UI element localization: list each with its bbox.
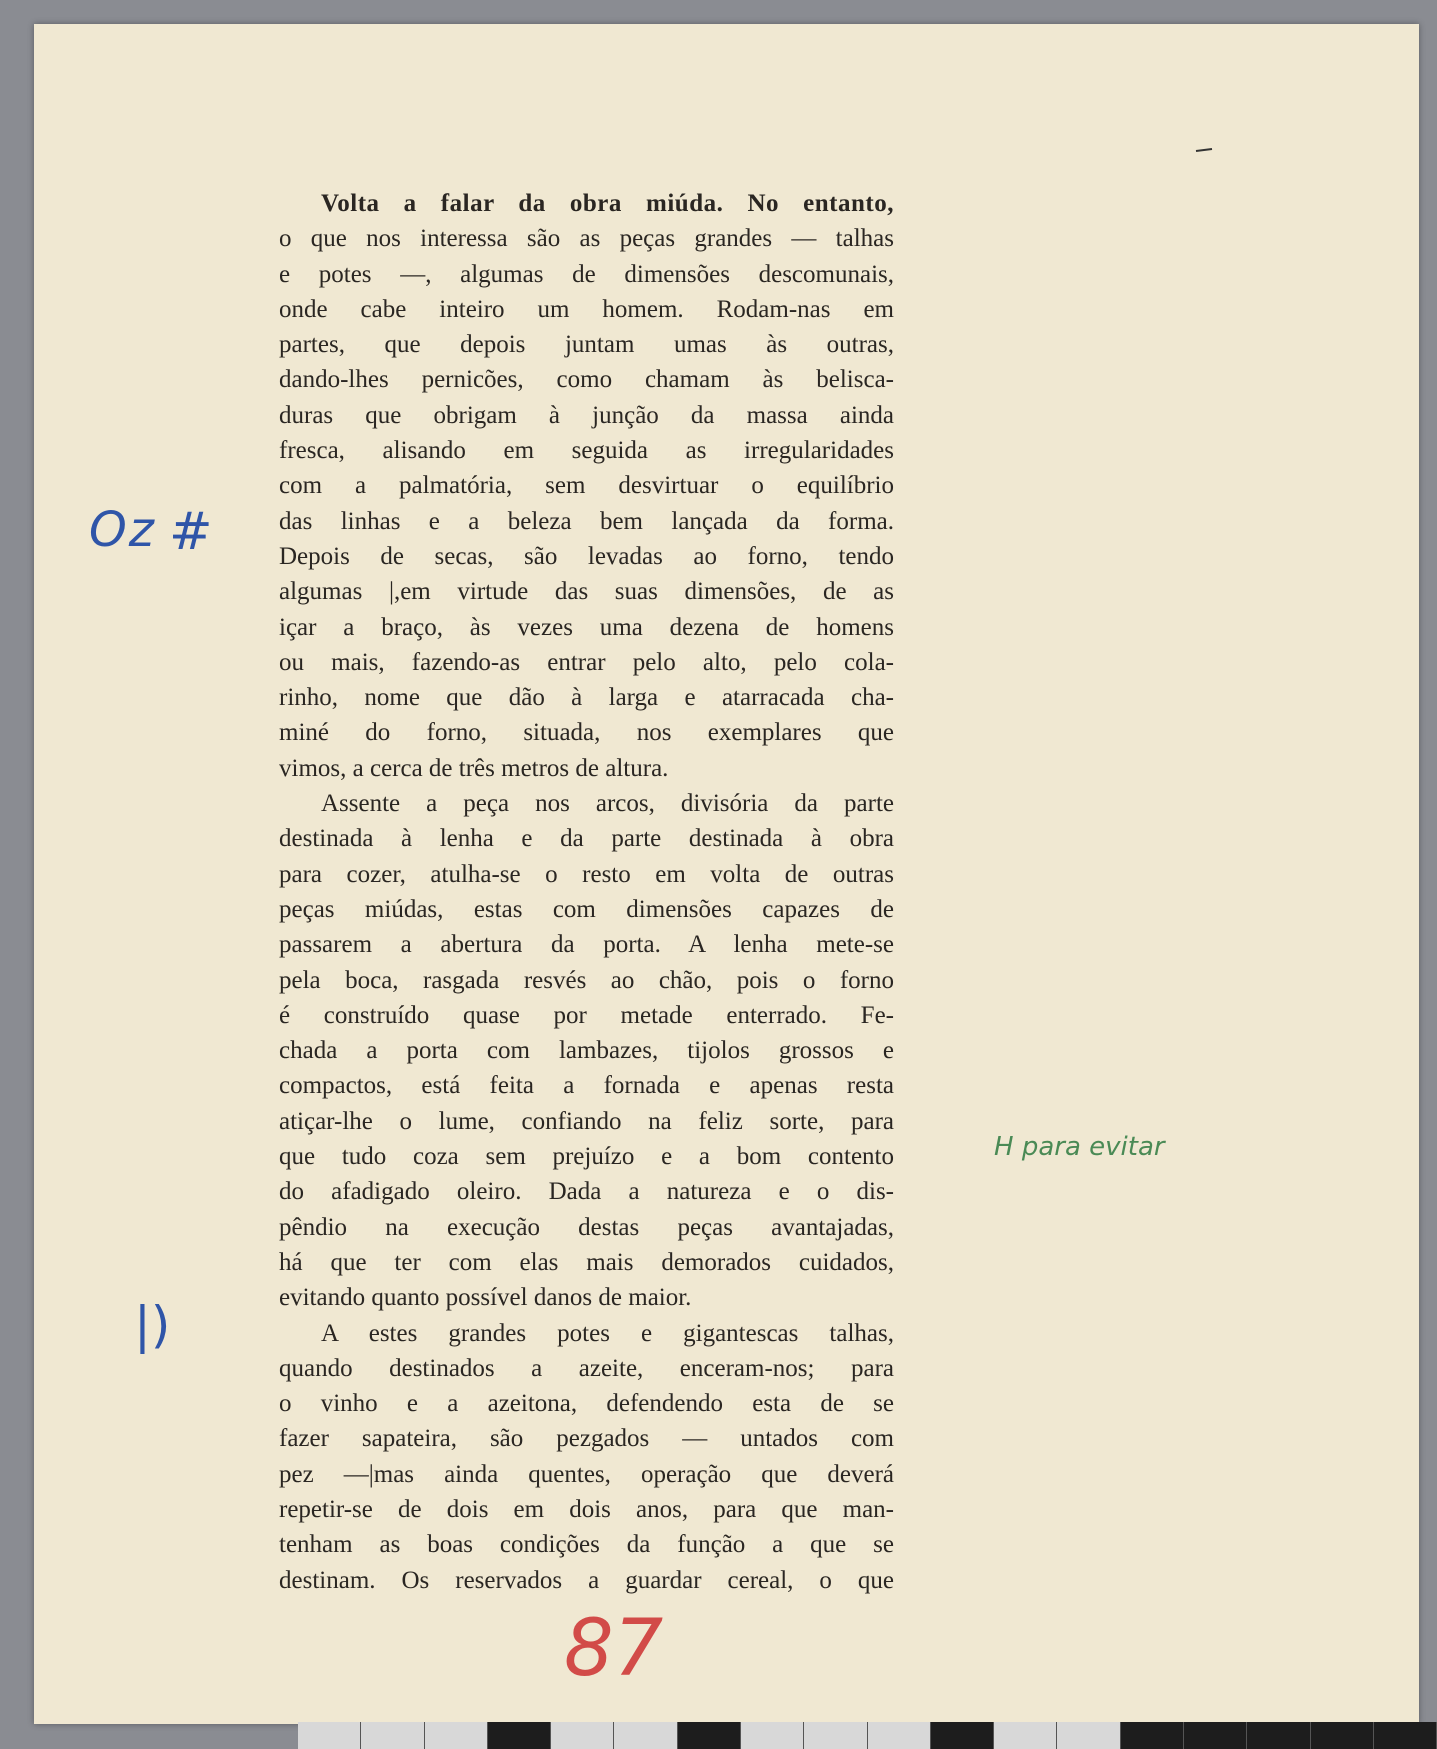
text-line: algumas |,em virtude das suas dimensões, de as	[279, 578, 894, 606]
text-line: miné do forno, situada, nos exemplares que	[279, 719, 894, 747]
body-text	[279, 186, 894, 1598]
text-line: Assente a peça nos arcos, divisória da parte	[321, 790, 894, 818]
color-scale-bar	[298, 1722, 1437, 1749]
text-line: destinada à lenha e da parte destinada à obra	[279, 825, 894, 853]
text-line: rinho, nome que dão à larga e atarracada cha-	[279, 684, 894, 712]
text-line: pêndio na execução destas peças avantajadas,	[279, 1213, 894, 1241]
text-line: pez —|mas ainda quentes, operação que deverá	[279, 1460, 894, 1488]
text-line: fresca, alisando em seguida as irregularidades	[279, 437, 894, 465]
text-line: que tudo coza sem prejuízo e a bom contento	[279, 1143, 894, 1171]
scanned-page	[34, 24, 1419, 1724]
text-line: das linhas e a beleza bem lançada da forma.	[279, 507, 894, 535]
text-line: duras que obrigam à junção da massa ainda	[279, 401, 894, 429]
text-line: atiçar-lhe o lume, confiando na feliz sorte, para	[279, 1107, 894, 1135]
margin-note-para-evitar: H para evitar	[994, 1132, 1165, 1162]
text-line: repetir-se de dois em dois anos, para que man-	[279, 1495, 894, 1523]
text-line: peças miúdas, estas com dimensões capazes de	[279, 895, 894, 923]
margin-proof-mark-bracket: |)	[134, 1296, 171, 1354]
text-line: partes, que depois juntam umas às outras,	[279, 331, 894, 359]
text-line: o vinho e a azeitona, defendendo esta de se	[279, 1390, 894, 1418]
text-line: há que ter com elas mais demorados cuidados,	[279, 1248, 894, 1276]
text-line: onde cabe inteiro um homem. Rodam-nas em	[279, 295, 894, 323]
text-line: com a palmatória, sem desvirtuar o equilíbrio	[279, 472, 894, 500]
text-line: destinam. Os reservados a guardar cereal, o que	[279, 1566, 894, 1594]
margin-proof-mark-oz: Oz	[89, 502, 156, 558]
text-line: e potes —, algumas de dimensões descomunais,	[279, 260, 894, 288]
text-line: fazer sapateira, são pezgados — untados com	[279, 1425, 894, 1453]
text-line: pela boca, rasgada resvés ao chão, pois o forno	[279, 966, 894, 994]
text-line: evitando quanto possível danos de maior.	[279, 1284, 692, 1312]
text-line: compactos, está feita a fornada e apenas resta	[279, 1072, 894, 1100]
text-line: é construído quase por metade enterrado. Fe-	[279, 1001, 894, 1029]
text-line: quando destinados a azeite, enceram-nos; para	[279, 1354, 894, 1382]
page-speck-mark	[1194, 146, 1214, 154]
text-line: ou mais, fazendo-as entrar pelo alto, pelo cola-	[279, 648, 894, 676]
text-line: Depois de secas, são levadas ao forno, tendo	[279, 542, 894, 570]
text-line: A estes grandes potes e gigantescas talhas,	[321, 1319, 894, 1347]
text-line: para cozer, atulha-se o resto em volta de outras	[279, 860, 894, 888]
margin-proof-mark-hash: #	[169, 502, 213, 562]
text-line: do afadigado oleiro. Dada a natureza e o dis-	[279, 1178, 894, 1206]
text-line: dando-lhes pernicões, como chamam às belisca-	[279, 366, 894, 394]
text-line: Volta a falar da obra miúda. No entanto,	[321, 190, 894, 217]
text-line: içar a braço, às vezes uma dezena de homens	[279, 613, 894, 641]
text-line: vimos, a cerca de três metros de altura.	[279, 754, 669, 782]
text-line: chada a porta com lambazes, tijolos grossos e	[279, 1037, 894, 1065]
text-line: tenham as boas condições da função a que se	[279, 1531, 894, 1559]
text-line: passarem a abertura da porta. A lenha mete-se	[279, 931, 894, 959]
text-line: o que nos interessa são as peças grandes — talhas	[279, 225, 894, 253]
handwritten-page-number: 87	[564, 1604, 664, 1694]
